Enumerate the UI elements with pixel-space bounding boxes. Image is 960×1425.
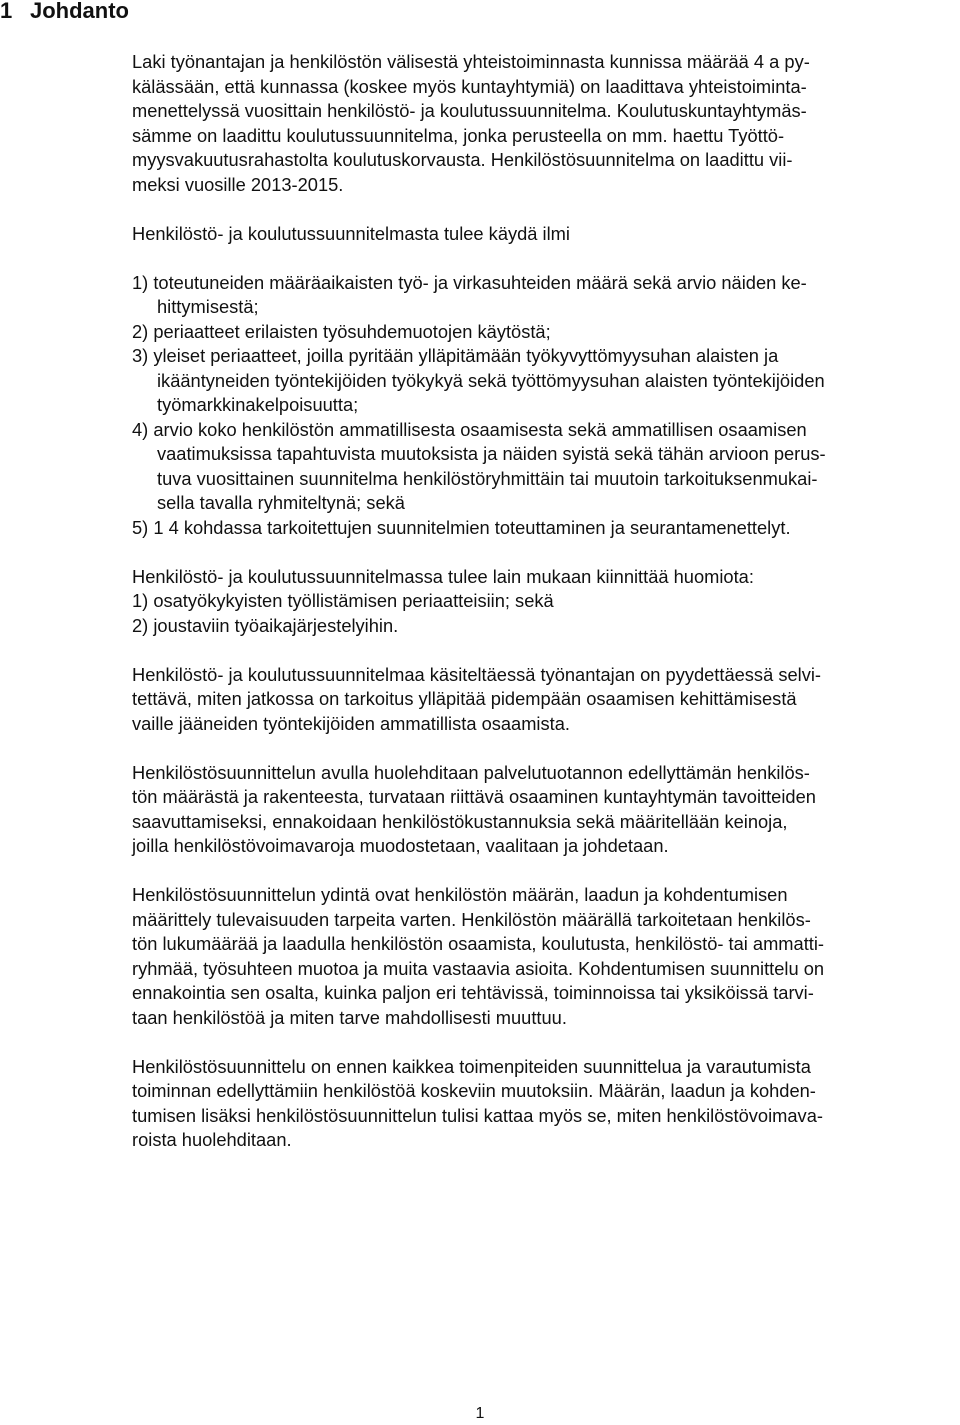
text-line: Henkilöstösuunnittelun ydintä ovat henkilöstön määrän, laadun ja kohdentumisen: [132, 884, 788, 905]
list-item: 2) joustaviin työaikajärjestelyihin.: [132, 614, 399, 636]
text-line: taan henkilöstöä ja miten tarve mahdollisesti muuttuu.: [132, 1006, 567, 1028]
text-line: meksi vuosille 2013-2015.: [132, 173, 344, 195]
text-line: joilla henkilöstövoimavaroja muodostetaan, vaalitaan ja johdetaan.: [132, 835, 669, 856]
page-number: 1: [475, 1405, 485, 1422]
section-heading: [0, 0, 129, 22]
paragraph-attention: [132, 565, 960, 639]
text-line: saavuttamiseksi, ennakoidaan henkilöstökustannuksia sekä määritellään keinoja,: [132, 810, 788, 832]
paragraph-planning-core: [132, 883, 960, 1030]
text-line: tön lukumäärää ja laadulla henkilöstön osaamista, koulutusta, henkilöstö- tai ammatti-: [132, 933, 825, 954]
list-item-continuation: sella tavalla ryhmiteltynä; sekä: [157, 492, 405, 513]
text-line: Henkilöstö- ja koulutussuunnitelmassa tulee lain mukaan kiinnittää huomiota:: [132, 565, 754, 587]
text-line: Henkilöstö- ja koulutussuunnitelmaa käsiteltäessä työnantajan on pyydettäessä selvi-: [132, 663, 821, 685]
text-line: Laki työnantajan ja henkilöstön välisestä yhteistoiminnasta kunnissa määrää 4 a py-: [132, 51, 810, 72]
paragraph-intro: [132, 50, 960, 197]
list-item: 3) yleiset periaatteet, joilla pyritään ylläpitämään työkyvyttömyysuhan alaisten ja: [132, 345, 779, 366]
text-line: määrittely tulevaisuuden tarpeita varten. Henkilöstön määrällä tarkoitetaan henkilös-: [132, 908, 811, 930]
paragraph-requirements-intro: [132, 222, 960, 247]
list-item: 1) osatyökykyisten työllistämisen periaatteisiin; sekä: [132, 590, 554, 611]
text-line: menettelyssä vuosittain henkilöstö- ja koulutussuunnitelma. Koulutuskuntayhtymäs-: [132, 100, 807, 121]
list-item-continuation: vaatimuksissa tapahtuvista muutoksista ja näiden syistä sekä tähän arvioon perus-: [157, 443, 826, 464]
section-title: Johdanto: [30, 0, 129, 23]
requirements-list: [132, 271, 960, 541]
text-line: tettävä, miten jatkossa on tarkoitus ylläpitää pidempään osaamisen kehittämisestä: [132, 688, 797, 709]
text-line: myysvakuutusrahastolta koulutuskorvausta. Henkilöstösuunnitelma on laadittu vii-: [132, 149, 793, 170]
text-line: kälässään, että kunnassa (koskee myös kuntayhtymiä) on laadittava yhteistoiminta-: [132, 75, 807, 97]
text-line: ennakointia sen osalta, kuinka paljon eri tehtävissä, toiminnoissa tai yksiköissä tarvi-: [132, 982, 814, 1003]
text-line: ryhmää, työsuhteen muotoa ja muita vastaavia asioita. Kohdentumisen suunnittelu on: [132, 957, 825, 979]
section-number: 1: [0, 0, 13, 23]
document-body: [132, 50, 960, 1153]
list-item: 4) arvio koko henkilöstön ammatillisesta osaamisesta sekä ammatillisen osaamisen: [132, 418, 807, 440]
paragraph-planning-purpose: [132, 761, 960, 859]
text-line: Henkilöstösuunnittelun avulla huolehditaan palvelutuotannon edellyttämän henkilös-: [132, 761, 810, 783]
text-line: tön määrästä ja rakenteesta, turvataan riittävä osaaminen kuntayhtymän tavoitteiden: [132, 786, 816, 807]
text-line: vaille jääneiden työntekijöiden ammatillista osaamista.: [132, 712, 570, 734]
list-item: 1) toteutuneiden määräaikaisten työ- ja virkasuhteiden määrä sekä arvio näiden ke-: [132, 271, 807, 293]
text-line: sämme on laadittu koulutussuunnitelma, jonka perusteella on mm. haettu Työttö-: [132, 124, 785, 146]
text-line: Henkilöstö- ja koulutussuunnitelmasta tulee käydä ilmi: [132, 222, 570, 244]
paragraph-planning-measures: [132, 1055, 960, 1153]
text-line: roista huolehditaan.: [132, 1129, 292, 1150]
list-item-continuation: hittymisestä;: [157, 296, 259, 317]
list-item-continuation: työmarkkinakelpoisuutta;: [157, 394, 359, 415]
list-item: 5) 1 4 kohdassa tarkoitettujen suunnitelmien toteuttaminen ja seurantamenettelyt.: [132, 516, 791, 538]
text-line: tumisen lisäksi henkilöstösuunnittelun tulisi kattaa myös se, miten henkilöstövoimava-: [132, 1104, 823, 1126]
list-item-continuation: tuva vuosittainen suunnitelma henkilöstöryhmittäin tai muutoin tarkoituksenmukai-: [157, 467, 818, 489]
paragraph-employer-duty: [132, 663, 960, 737]
list-item-continuation: ikääntyneiden työntekijöiden työkykyä sekä työttömyysuhan alaisten työntekijöiden: [157, 369, 825, 391]
list-item: 2) periaatteet erilaisten työsuhdemuotojen käytöstä;: [132, 320, 551, 342]
text-line: toiminnan edellyttämiin henkilöstöä koskeviin muutoksiin. Määrän, laadun ja kohden-: [132, 1080, 816, 1101]
text-line: Henkilöstösuunnittelu on ennen kaikkea toimenpiteiden suunnittelua ja varautumista: [132, 1055, 811, 1077]
